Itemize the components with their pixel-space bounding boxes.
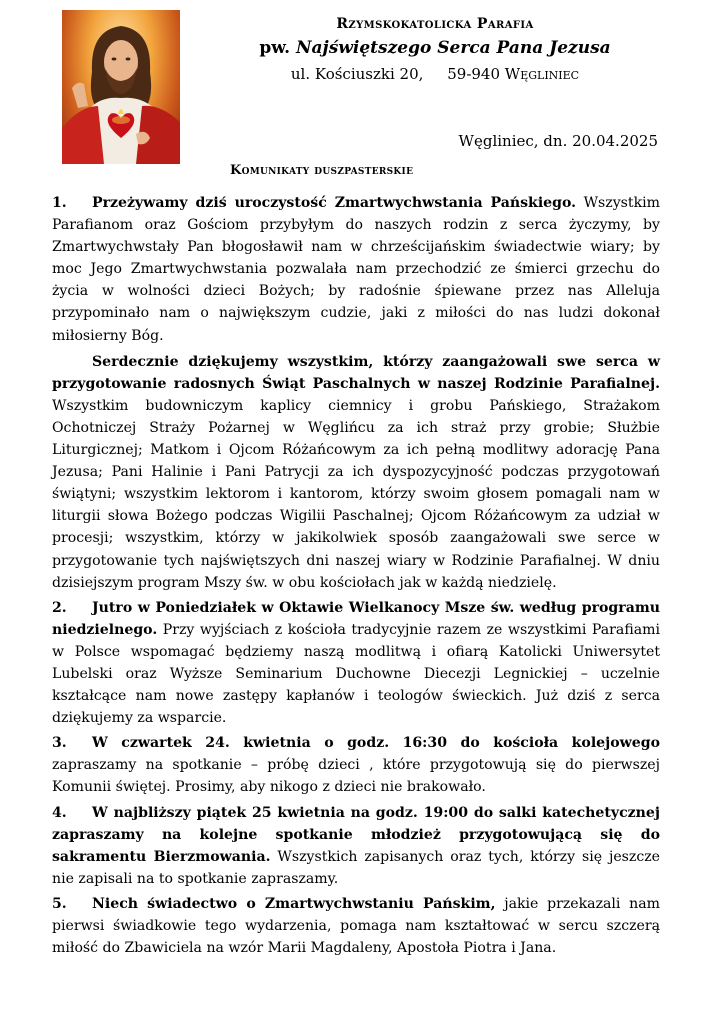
- parish-address: [200, 65, 670, 83]
- parish-label: Rzymskokatolicka Parafia: [336, 16, 534, 32]
- item-number: 4.: [52, 804, 67, 821]
- announcement-item-4: [52, 802, 660, 890]
- sacred-heart-image: [62, 10, 180, 164]
- announcement-item-2: [52, 597, 660, 730]
- address-city: 59-940 Węgliniec: [447, 65, 580, 83]
- announcement-item-thanks: [52, 351, 660, 594]
- document-title: Komunikaty duszpasterskie: [230, 163, 414, 178]
- address-street: ul. Kościuszki 20,: [290, 65, 424, 83]
- item-text: zapraszamy na spotkanie – próbę dzieci , które przygotowują się do pierwszej Komunii świętej. Prosimy, aby nikogo z dzieci nie brakowało.: [52, 757, 660, 796]
- item-text: jakie przekazali nam pierwsi świadkowie tego wydarzenia, pomaga nam kształtować w sercu szczerą miłość do Zbawiciela na wzór Marii Magdaleny, Apostoła Piotra i Jana.: [52, 895, 660, 957]
- item-number: 5.: [52, 895, 67, 912]
- dedication-prefix: pw.: [259, 38, 291, 58]
- item-number: 2.: [52, 599, 67, 616]
- item-bold-text: Jutro w Poniedziałek w Oktawie Wielkanocy Msze św. według programu niedzielnego.: [52, 599, 660, 638]
- item-number: 3.: [52, 735, 67, 752]
- announcement-item-1: [52, 192, 660, 347]
- item-bold-text: Przeżywamy dziś uroczystość Zmartwychwstania Pańskiego.: [92, 195, 577, 211]
- parish-header: [200, 14, 670, 83]
- dedication-name: Najświętszego Serca Pana Jezusa: [296, 38, 611, 58]
- announcement-item-3: [52, 732, 660, 798]
- item-text: Wszystkim Parafianom oraz Gościom przybyłym do naszych rodzin z serca życzymy, by Zmartwychwstały Pan błogosławił nam w chrześcijańskim świadectwie wiary; by moc Jego Zmartwychwstania pozwalała nam przechodzić ze śmierci grzechu do życia w wolności dzieci Bożych; by radośnie śpiewane przez nas Alleluja przypominało nam o największym cudzie, jaki z miłości do nas ludzi dokonał miłosierny Bóg.: [52, 195, 660, 344]
- item-bold-text: W najbliższy piątek 25 kwietnia na godz. 19:00 do salki katechetycznej zapraszamy na kolejne spotkanie młodzież przygotowującą się do sakramentu Bierzmowania.: [52, 804, 660, 865]
- item-text: Przy wyjściach z kościoła tradycyjnie razem ze wszystkimi Parafiami w Polsce wspomagać będziemy naszą modlitwą i ofiarą Katolicki Uniwersytet Lubelski oraz Wyższe Seminarium Duchowne Diecezji Legnickiej – uczelnie kształcące nam nowe zastępy kapłanów i teologów świeckich. Już dziś z serca dziękujemy za wsparcie.: [52, 621, 660, 727]
- announcements-body: [52, 192, 660, 959]
- item-text: Wszystkim budowniczym kaplicy ciemnicy i grobu Pańskiego, Strażakom Ochotniczej Straży Pożarnej w Węglińcu za ich straż przy grobie; Służbie Liturgicznej; Matkom i Ojcom Różańcowym za ich pełną modlitwy adorację Pana Jezusa; Pani Halinie i Pani Patrycji za ich dyspozycyjność podczas przygotowań świątyni; wszystkim lektorom i kantorom, którzy swoim głosem pomagali nam w liturgii słowa Bożego podczas Wigilii Paschalnej; Ojcom Różańcowym za udział w procesji; wszystkim, którzy w jakikolwiek sposób zaangażowali swe serce w przygotowanie tych najświętszych dni naszej wiary w Rodzinie Parafialnej. W dniu dzisiejszym program Mszy św. w obu kościołach jak w każdą niedzielę.: [52, 397, 660, 591]
- item-number: 1.: [52, 195, 67, 211]
- announcement-item-5: [52, 893, 660, 959]
- date-line: Węgliniec, dn. 20.04.2025: [458, 132, 658, 150]
- item-text: Wszystkich zapisanych oraz tych, którzy się jeszcze nie zapisali na to spotkanie zapraszamy.: [52, 848, 660, 887]
- item-bold-text: Serdecznie dziękujemy wszystkim, którzy zaangażowali swe serca w przygotowanie radosnych Świąt Paschalnych w naszej Rodzinie Parafialnej.: [52, 353, 660, 392]
- item-bold-text: W czwartek 24. kwietnia o godz. 16:30 do kościoła kolejowego: [92, 735, 660, 752]
- item-bold-text: Niech świadectwo o Zmartwychwstaniu Pańskim,: [92, 895, 496, 912]
- parish-dedication: [200, 38, 670, 58]
